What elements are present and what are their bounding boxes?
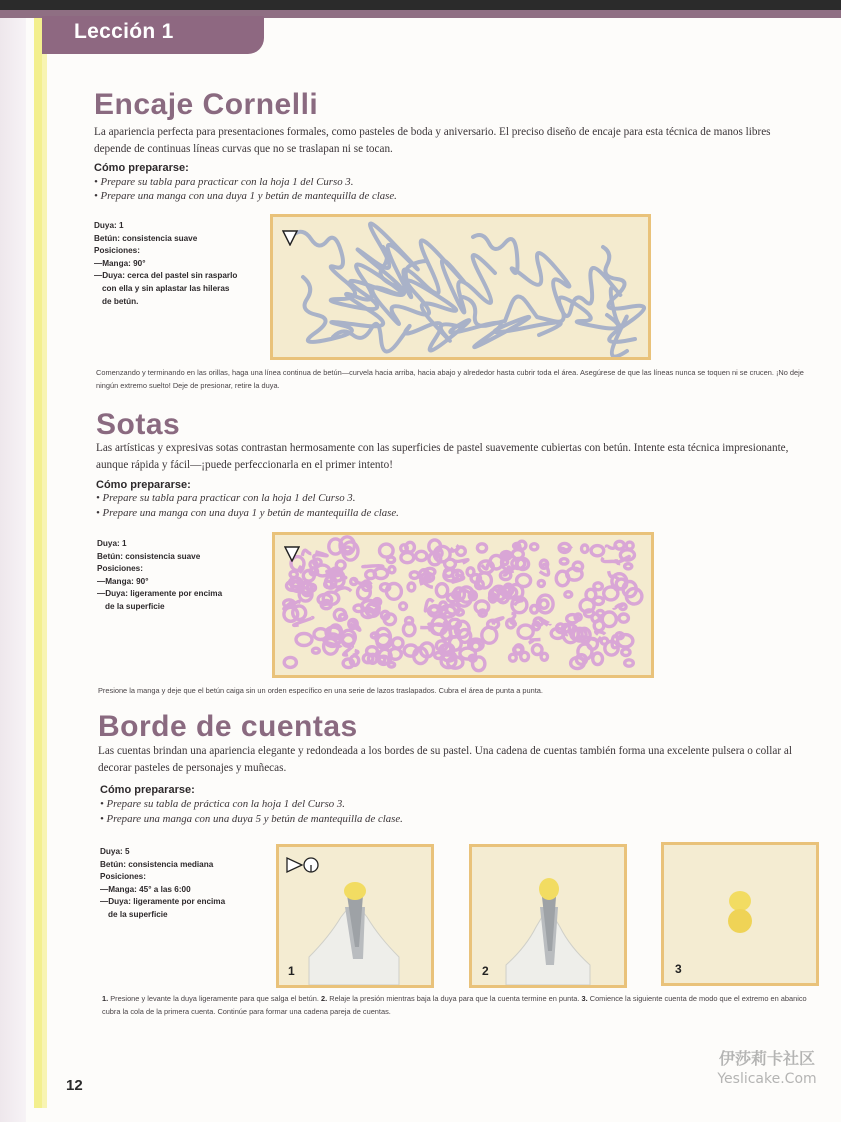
spec-line: —Manga: 45° a las 6:00: [100, 884, 191, 894]
spec-line: Betún: consistencia suave: [94, 233, 198, 243]
prep-title-cornelli: Cómo prepararse:: [94, 162, 189, 174]
spec-line: Duya: 1: [97, 539, 127, 548]
watermark-line-1: 伊莎莉卡社区: [718, 1049, 815, 1068]
prep-title-cuentas: Cómo prepararse:: [100, 784, 195, 796]
prep-title-sotas: Cómo prepararse:: [96, 479, 191, 491]
prep-bullet: • Prepare una manga con una duya 5 y betún de mantequilla de clase.: [100, 813, 403, 825]
lesson-label: Lección 1: [74, 20, 174, 43]
icing-squiggle: [454, 559, 468, 563]
spec-line: —Duya: ligeramente por encima: [100, 897, 226, 907]
caption-step-text: Comience la siguiente cuenta de modo que el extremo en abanico cubra la cola de la primera cuenta. Continúe para formar una cadena pareja de cuentas.: [102, 994, 807, 1016]
prep-bullet: • Prepare su tabla para practicar con la hoja 1 del Curso 3.: [94, 176, 354, 188]
caption-sotas: Presione la manga y deje que el betún caiga sin un orden específico en una serie de lazos traslapados. Cubra el área de punta a punta.: [98, 686, 543, 695]
spec-line: —Duya: cerca del pastel sin rasparlo: [94, 271, 238, 281]
side-accent-bar-light: [42, 54, 47, 1108]
icing-squiggle: [299, 566, 303, 573]
spec-line: de betún.: [102, 296, 139, 306]
caption-cuentas: [102, 992, 822, 1018]
specs-cornelli: [94, 220, 264, 308]
section-intro-cuentas: Las cuentas brindan una apariencia elegante y redondeada a los bordes de su pastel. Una cadena de cuentas también forma una excelente pulsera o collar al decorar pasteles de personajes y muñecas.: [98, 745, 792, 774]
page-number: 12: [66, 1077, 83, 1094]
caption-step-text: Relaje la presión mientras baja la duya para que la cuenta termine en punta.: [327, 994, 582, 1003]
specs-cuentas: [100, 846, 270, 922]
section-intro-cornelli: La apariencia perfecta para presentaciones formales, como pasteles de boda y aniversario. El preciso diseño de encaje para esta técnica de manos libres depende de continuas líneas curvas que no se traslapan ni se tocan.: [94, 126, 771, 155]
watermark: [706, 1048, 828, 1092]
spec-line: Duya: 1: [94, 221, 124, 230]
photo-step-3: [661, 842, 819, 986]
spec-line: Posiciones:: [100, 872, 146, 882]
caption-cornelli: Comenzando y terminando en las orillas, haga una línea continua de betún—curvela hacia arriba, hacia abajo y alrededor hasta cubrir toda el área. Asegúrese de que las líneas nunca se toquen ni se crucen. ¡No deje ningún extremo suelto! Deje de presionar, retire la duya.: [96, 368, 804, 390]
caption-step-num: 1.: [102, 994, 109, 1003]
caption-step-text: Presione y levante la duya ligeramente para que salga el betún.: [108, 994, 321, 1003]
caption-step-num: 3.: [581, 994, 588, 1003]
prep-bullet: • Prepare una manga con una duya 1 y betún de mantequilla de clase.: [96, 507, 399, 519]
spec-line: Betún: consistencia suave: [97, 551, 201, 561]
photo-cornelli-lace: [270, 214, 651, 360]
tip-position-triangle-icon: [282, 230, 298, 246]
spec-line: —Manga: 90°: [97, 576, 149, 586]
caption-step-num: 2.: [321, 994, 328, 1003]
section-title-cornelli: Encaje Cornelli: [94, 88, 319, 121]
spec-line: —Duya: ligeramente por encima: [97, 589, 223, 599]
page-gutter: [0, 18, 26, 1122]
spec-line: Posiciones:: [94, 246, 140, 256]
section-title-cuentas: Borde de cuentas: [98, 710, 358, 743]
side-accent-bar: [34, 18, 42, 1108]
spec-line: de la superficie: [108, 909, 168, 919]
spec-line: Duya: 5: [100, 847, 130, 856]
section-title-sotas: Sotas: [96, 408, 181, 441]
spec-line: —Manga: 90°: [94, 258, 146, 268]
tip-position-triangle-icon: [284, 546, 300, 562]
step-number: 1: [288, 964, 295, 978]
spec-line: Posiciones:: [97, 564, 143, 574]
spec-line: de la superficie: [105, 601, 165, 611]
spec-line: Betún: consistencia mediana: [100, 859, 214, 869]
step-number: 3: [675, 962, 682, 976]
specs-sotas: [97, 538, 267, 614]
tip-angle-icons: [286, 856, 320, 874]
prep-bullet: • Prepare su tabla de práctica con la hoja 1 del Curso 3.: [100, 798, 345, 810]
prep-bullet: • Prepare una manga con una duya 1 y betún de mantequilla de clase.: [94, 190, 397, 202]
photo-step-2: [469, 844, 627, 988]
section-intro-sotas: Las artísticas y expresivas sotas contrastan hermosamente con las superficies de pastel suavemente cubiertas con betún. Intente esta técnica impresionante, aunque rápida y fácil—¡puede perfeccionarla en el primer intento!: [96, 442, 789, 471]
watermark-line-2: Yeslicake.Com: [717, 1071, 817, 1087]
spec-line: con ella y sin aplastar las hileras: [102, 283, 230, 293]
top-stripe: [0, 0, 841, 10]
prep-bullet: • Prepare su tabla para practicar con la hoja 1 del Curso 3.: [96, 492, 356, 504]
photo-sotas: [272, 532, 654, 678]
step-number: 2: [482, 964, 489, 978]
